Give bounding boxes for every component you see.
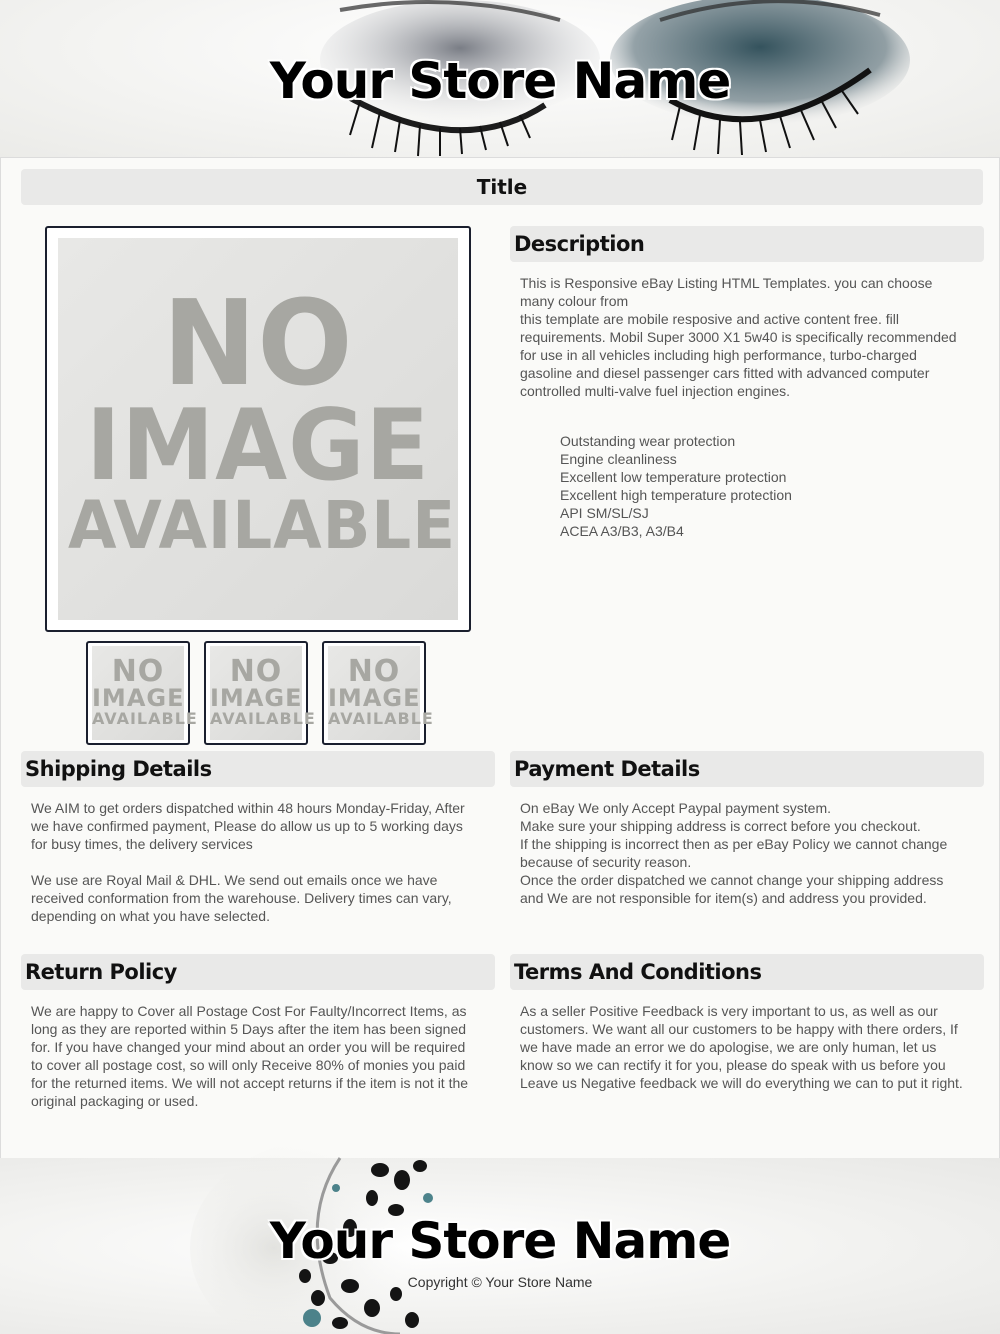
placeholder-line-3: AVAILABLE	[328, 709, 434, 728]
feature-item: ACEA A3/B3, A3/B4	[560, 523, 684, 539]
payment-heading: Payment Details	[510, 751, 984, 787]
placeholder-line-1: NO	[229, 654, 283, 689]
footer-store-name: Your Store Name	[269, 1212, 731, 1270]
copyright-text: Copyright © Your Store Name	[407, 1274, 593, 1290]
thumbnail-2[interactable]	[204, 641, 316, 745]
placeholder-line-2: IMAGE	[210, 684, 303, 712]
shipping-body	[31, 799, 477, 925]
listing-panel	[0, 157, 1000, 1159]
feature-list	[560, 432, 960, 540]
placeholder-line-1: NO	[347, 654, 401, 689]
feature-item: Outstanding wear protection	[560, 433, 736, 449]
feature-item: API SM/SL/SJ	[560, 505, 649, 521]
description-paragraph-1: This is Responsive eBay Listing HTML Templates. you can choose many colour from	[520, 275, 933, 309]
description-paragraph-2: this template are mobile resposive and active content free. fill requirements. Mobil Super 3000 X1 5w40 is specifically recommended for use in all vehicles including high performance, turbo-charged gasoline and diesel passenger cars fitted with advanced computer controlled multi-valve fuel injection engines.	[520, 311, 957, 399]
terms-text: As a seller Positive Feedback is very important to us, as well as our customers. We want all our customers to be happy with there orders, If we have made an error we do apologise, we are only human, let us know so we can rectify it for you, please do speak with us before you Leave us Negative feedback we will do everything we can to put it right.	[520, 1003, 963, 1091]
thumbnail-3[interactable]	[322, 641, 434, 745]
placeholder-line-2: IMAGE	[328, 684, 421, 712]
shipping-paragraph-1: We AIM to get orders dispatched within 48 hours Monday-Friday, After we have confirmed payment, Please do allow us up to 5 working days for busy times, the delivery services	[31, 800, 465, 852]
header-banner	[0, 0, 1000, 158]
feature-item: Excellent high temperature protection	[560, 487, 792, 503]
feature-item: Engine cleanliness	[560, 451, 677, 467]
return-policy-heading: Return Policy	[21, 954, 495, 990]
shipping-paragraph-2: We use are Royal Mail & DHL. We send out emails once we have received conformation from the warehouse. Delivery times can vary, depending on what you have selected.	[31, 872, 452, 924]
placeholder-line-2: IMAGE	[92, 684, 185, 712]
payment-line-2: Make sure your shipping address is correct before you checkout.	[520, 818, 921, 834]
thumbnail-placeholder	[210, 646, 316, 740]
payment-line-4: Once the order dispatched we cannot change your shipping address and We are not responsible for item(s) and address you provided.	[520, 872, 944, 906]
terms-body	[520, 1002, 966, 1092]
description-body	[520, 274, 962, 400]
placeholder-line-3: AVAILABLE	[210, 709, 316, 728]
placeholder-line-1: NO	[111, 654, 165, 689]
payment-line-3: If the shipping is incorrect then as per eBay Policy we cannot change because of security reason.	[520, 836, 948, 870]
placeholder-line-2: IMAGE	[85, 389, 431, 503]
thumbnail-placeholder	[92, 646, 198, 740]
footer-banner	[0, 1158, 1000, 1334]
payment-line-1: On eBay We only Accept Paypal payment system.	[520, 800, 832, 816]
terms-heading: Terms And Conditions	[510, 954, 984, 990]
description-heading: Description	[510, 226, 984, 262]
listing-title: Title	[21, 169, 983, 205]
payment-body	[520, 799, 962, 907]
thumbnail-placeholder	[328, 646, 434, 740]
main-product-image[interactable]	[45, 226, 471, 632]
placeholder-line-1: NO	[162, 274, 354, 412]
placeholder-line-3: AVAILABLE	[92, 709, 198, 728]
shipping-heading: Shipping Details	[21, 751, 495, 787]
return-policy-body	[31, 1002, 477, 1110]
no-image-placeholder	[58, 238, 458, 620]
return-policy-text: We are happy to Cover all Postage Cost For Faulty/Incorrect Items, as long as they are reported within 5 Days after the item has been signed for. If you have changed your mind about an order you will be required to cover all postage cost, so will only Receive 80% of monies you paid for the returned items. We will not accept returns if the item is not it the original packaging or used.	[31, 1003, 469, 1109]
feature-item: Excellent low temperature protection	[560, 469, 787, 485]
header-store-name: Your Store Name	[269, 52, 731, 110]
thumbnail-1[interactable]	[86, 641, 198, 745]
placeholder-line-3: AVAILABLE	[68, 487, 457, 564]
